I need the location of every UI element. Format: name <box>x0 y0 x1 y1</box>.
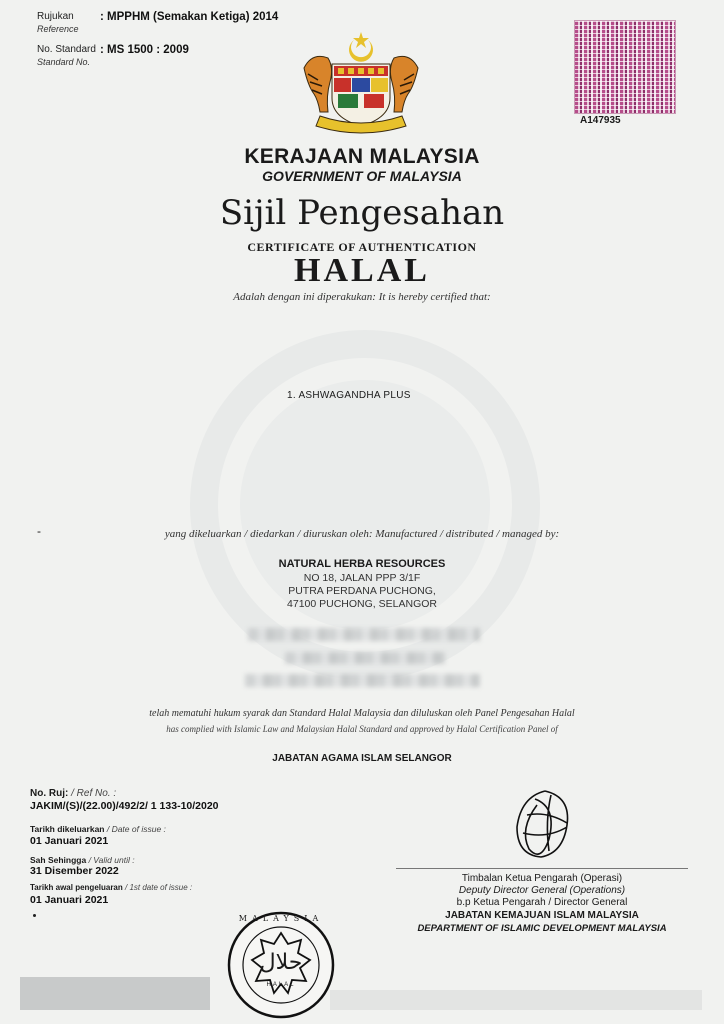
redacted-line <box>245 674 480 687</box>
signatory-title-en: Deputy Director General (Operations) <box>458 885 626 896</box>
first-issue-value: 01 Januari 2021 <box>30 894 109 906</box>
redacted-footer-block <box>20 977 210 1010</box>
redacted-line <box>248 628 480 641</box>
halal-title: HALAL <box>294 252 430 289</box>
halal-logo-arabic: حلال <box>259 950 303 975</box>
ref-no-value: JAKIM/(S)/(22.00)/492/2/ 1 133-10/2020 <box>30 800 219 812</box>
product-item: 1. ASHWAGANDHA PLUS <box>287 390 411 401</box>
certified-statement: Adalah dengan ini diperakukan: It is hereby certified that: <box>233 291 491 303</box>
first-issue-label: Tarikh awal pengeluaran / 1st date of issue : <box>30 883 193 892</box>
manufacturer-intro: yang dikeluarkan / diedarkan / diuruskan oleh: Manufactured / distributed / managed by: <box>164 528 560 540</box>
government-subtitle: GOVERNMENT OF MALAYSIA <box>262 168 462 184</box>
valid-until-label: Sah Sehingga / Valid until : <box>30 855 135 865</box>
dash-mark: - <box>37 524 41 538</box>
department-name-ms: JABATAN KEMAJUAN ISLAM MALAYSIA <box>445 910 639 921</box>
reference-label: Rujukan <box>37 11 74 22</box>
signature-scribble <box>505 785 585 865</box>
valid-until-value: 31 Disember 2022 <box>30 865 119 877</box>
signatory-bp: b.p Ketua Pengarah / Director General <box>456 897 628 908</box>
signatory-title-ms: Timbalan Ketua Pengarah (Operasi) <box>461 873 623 884</box>
bullet-dot <box>33 914 36 917</box>
company-name: NATURAL HERBA RESOURCES <box>278 558 446 570</box>
serial-number: A147935 <box>580 115 621 126</box>
qr-code <box>574 20 676 114</box>
certifying-authority: JABATAN AGAMA ISLAM SELANGOR <box>272 753 452 764</box>
halal-logo-ring-text: MALAYSIA <box>238 914 324 923</box>
coat-of-arms-emblem <box>296 30 426 138</box>
footer-strip <box>330 990 702 1010</box>
standard-label: No. Standard <box>37 44 96 55</box>
standard-value: : MS 1500 : 2009 <box>100 44 189 56</box>
issue-date-label: Tarikh dikeluarkan / Date of issue : <box>30 824 166 834</box>
ref-no-label: No. Ruj: / Ref No. : <box>30 788 117 799</box>
government-title: KERAJAAN MALAYSIA <box>244 145 480 168</box>
compliance-statement-ms: telah mematuhi hukum syarak dan Standard Halal Malaysia dan diluluskan oleh Panel Pengesahan Halal <box>149 708 575 719</box>
redacted-line <box>285 652 445 664</box>
address-line: NO 18, JALAN PPP 3/1F <box>303 572 421 584</box>
issue-date-value: 01 Januari 2021 <box>30 835 109 847</box>
department-name-en: DEPARTMENT OF ISLAMIC DEVELOPMENT MALAYSIA <box>417 923 667 934</box>
address-line: 47100 PUCHONG, SELANGOR <box>287 598 437 610</box>
reference-label-en: Reference <box>37 24 79 34</box>
compliance-statement-en: has complied with Islamic Law and Malaysian Halal Standard and approved by Halal Certification Panel of <box>166 724 558 734</box>
address-line: PUTRA PERDANA PUCHONG, <box>288 585 436 597</box>
standard-label-en: Standard No. <box>37 57 91 67</box>
signature-line <box>396 868 688 869</box>
certificate-title: Sijil Pengesahan <box>219 193 505 233</box>
certificate-title-en: CERTIFICATE OF AUTHENTICATION <box>247 240 477 254</box>
halal-logo-lower-text: HALAL <box>266 982 296 988</box>
reference-value: : MPPHM (Semakan Ketiga) 2014 <box>100 11 279 23</box>
